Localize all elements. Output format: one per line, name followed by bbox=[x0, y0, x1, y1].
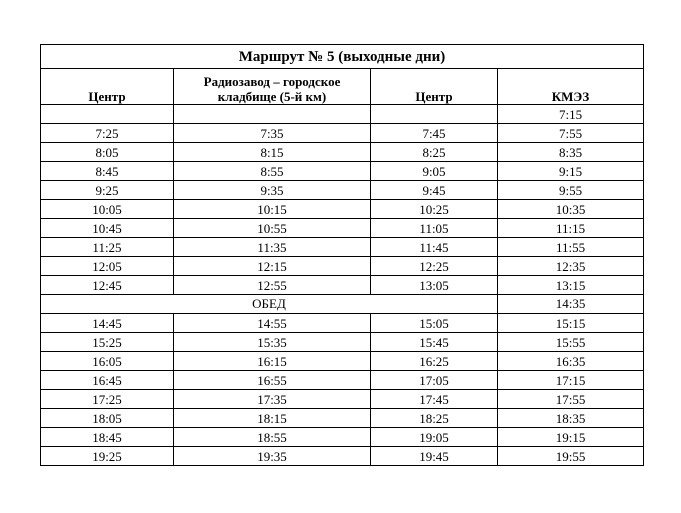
table-row bbox=[41, 257, 644, 276]
column-header-center: Центр bbox=[41, 69, 174, 105]
table-cell: 19:35 bbox=[174, 447, 371, 466]
table-cell: 13:15 bbox=[498, 276, 644, 295]
table-cell: 9:15 bbox=[498, 162, 644, 181]
table-row bbox=[41, 428, 644, 447]
table-row bbox=[41, 314, 644, 333]
title-row bbox=[41, 45, 644, 69]
table-row bbox=[41, 352, 644, 371]
table-cell: 10:25 bbox=[371, 200, 498, 219]
table-row bbox=[41, 371, 644, 390]
table-cell: 18:25 bbox=[371, 409, 498, 428]
table-row bbox=[41, 409, 644, 428]
table-cell: 9:05 bbox=[371, 162, 498, 181]
lunch-kmez-time: 14:35 bbox=[498, 295, 644, 314]
table-cell: 16:05 bbox=[41, 352, 174, 371]
table-cell bbox=[174, 105, 371, 124]
lunch-label: ОБЕД bbox=[41, 295, 498, 314]
table-row-first bbox=[41, 105, 644, 124]
table-cell: 16:45 bbox=[41, 371, 174, 390]
table-cell: 17:35 bbox=[174, 390, 371, 409]
table-cell bbox=[371, 105, 498, 124]
table-cell: 10:55 bbox=[174, 219, 371, 238]
table-cell: 7:45 bbox=[371, 124, 498, 143]
table-cell: 8:15 bbox=[174, 143, 371, 162]
table-cell: 10:05 bbox=[41, 200, 174, 219]
table-cell: 8:05 bbox=[41, 143, 174, 162]
table-cell: 18:35 bbox=[498, 409, 644, 428]
table-cell: 15:45 bbox=[371, 333, 498, 352]
table-row bbox=[41, 162, 644, 181]
table-cell: 7:55 bbox=[498, 124, 644, 143]
table-cell: 14:55 bbox=[174, 314, 371, 333]
table-cell: 10:15 bbox=[174, 200, 371, 219]
table-cell: 10:45 bbox=[41, 219, 174, 238]
table-cell: 12:55 bbox=[174, 276, 371, 295]
table-cell: 15:15 bbox=[498, 314, 644, 333]
table-cell: 16:55 bbox=[174, 371, 371, 390]
table-cell: 19:45 bbox=[371, 447, 498, 466]
table-cell: 11:15 bbox=[498, 219, 644, 238]
table-cell: 17:05 bbox=[371, 371, 498, 390]
schedule-table bbox=[40, 44, 644, 466]
table-cell: 16:15 bbox=[174, 352, 371, 371]
table-row bbox=[41, 276, 644, 295]
table-cell: 16:35 bbox=[498, 352, 644, 371]
table-cell: 12:15 bbox=[174, 257, 371, 276]
table-row bbox=[41, 124, 644, 143]
column-header-kmez: КМЭЗ bbox=[498, 69, 644, 105]
table-cell: 12:45 bbox=[41, 276, 174, 295]
table-cell: 17:25 bbox=[41, 390, 174, 409]
table-cell: 14:45 bbox=[41, 314, 174, 333]
table-row bbox=[41, 181, 644, 200]
table-cell: 10:35 bbox=[498, 200, 644, 219]
table-cell: 17:45 bbox=[371, 390, 498, 409]
table-cell: 12:05 bbox=[41, 257, 174, 276]
table-cell: 19:55 bbox=[498, 447, 644, 466]
table-cell: 17:15 bbox=[498, 371, 644, 390]
table-cell: 11:55 bbox=[498, 238, 644, 257]
table-cell: 12:25 bbox=[371, 257, 498, 276]
table-cell: 11:45 bbox=[371, 238, 498, 257]
column-header-radiozavod: Радиозавод – городское кладбище (5-й км) bbox=[174, 69, 371, 105]
table-cell: 18:05 bbox=[41, 409, 174, 428]
table-cell: 18:45 bbox=[41, 428, 174, 447]
table-cell: 19:05 bbox=[371, 428, 498, 447]
schedule-body bbox=[41, 45, 644, 466]
column-header-center-2: Центр bbox=[371, 69, 498, 105]
table-cell: 15:05 bbox=[371, 314, 498, 333]
table-row bbox=[41, 447, 644, 466]
table-cell: 9:35 bbox=[174, 181, 371, 200]
header-row bbox=[41, 69, 644, 105]
table-cell: 18:15 bbox=[174, 409, 371, 428]
table-cell: 11:05 bbox=[371, 219, 498, 238]
table-cell: 15:55 bbox=[498, 333, 644, 352]
table-row bbox=[41, 200, 644, 219]
table-row bbox=[41, 238, 644, 257]
table-cell: 19:15 bbox=[498, 428, 644, 447]
table-row bbox=[41, 143, 644, 162]
table-cell: 7:15 bbox=[498, 105, 644, 124]
table-cell bbox=[41, 105, 174, 124]
table-cell: 8:55 bbox=[174, 162, 371, 181]
table-cell: 9:55 bbox=[498, 181, 644, 200]
table-cell: 11:35 bbox=[174, 238, 371, 257]
table-cell: 19:25 bbox=[41, 447, 174, 466]
table-cell: 7:25 bbox=[41, 124, 174, 143]
table-row bbox=[41, 219, 644, 238]
table-cell: 18:55 bbox=[174, 428, 371, 447]
table-row bbox=[41, 390, 644, 409]
table-cell: 9:25 bbox=[41, 181, 174, 200]
table-row bbox=[41, 333, 644, 352]
table-cell: 13:05 bbox=[371, 276, 498, 295]
table-cell: 12:35 bbox=[498, 257, 644, 276]
table-cell: 15:35 bbox=[174, 333, 371, 352]
route-title: Маршрут № 5 (выходные дни) bbox=[41, 45, 644, 69]
table-cell: 15:25 bbox=[41, 333, 174, 352]
table-cell: 17:55 bbox=[498, 390, 644, 409]
table-cell: 9:45 bbox=[371, 181, 498, 200]
table-cell: 8:45 bbox=[41, 162, 174, 181]
table-cell: 8:25 bbox=[371, 143, 498, 162]
table-cell: 7:35 bbox=[174, 124, 371, 143]
table-cell: 16:25 bbox=[371, 352, 498, 371]
table-cell: 11:25 bbox=[41, 238, 174, 257]
lunch-row bbox=[41, 295, 644, 314]
table-cell: 8:35 bbox=[498, 143, 644, 162]
